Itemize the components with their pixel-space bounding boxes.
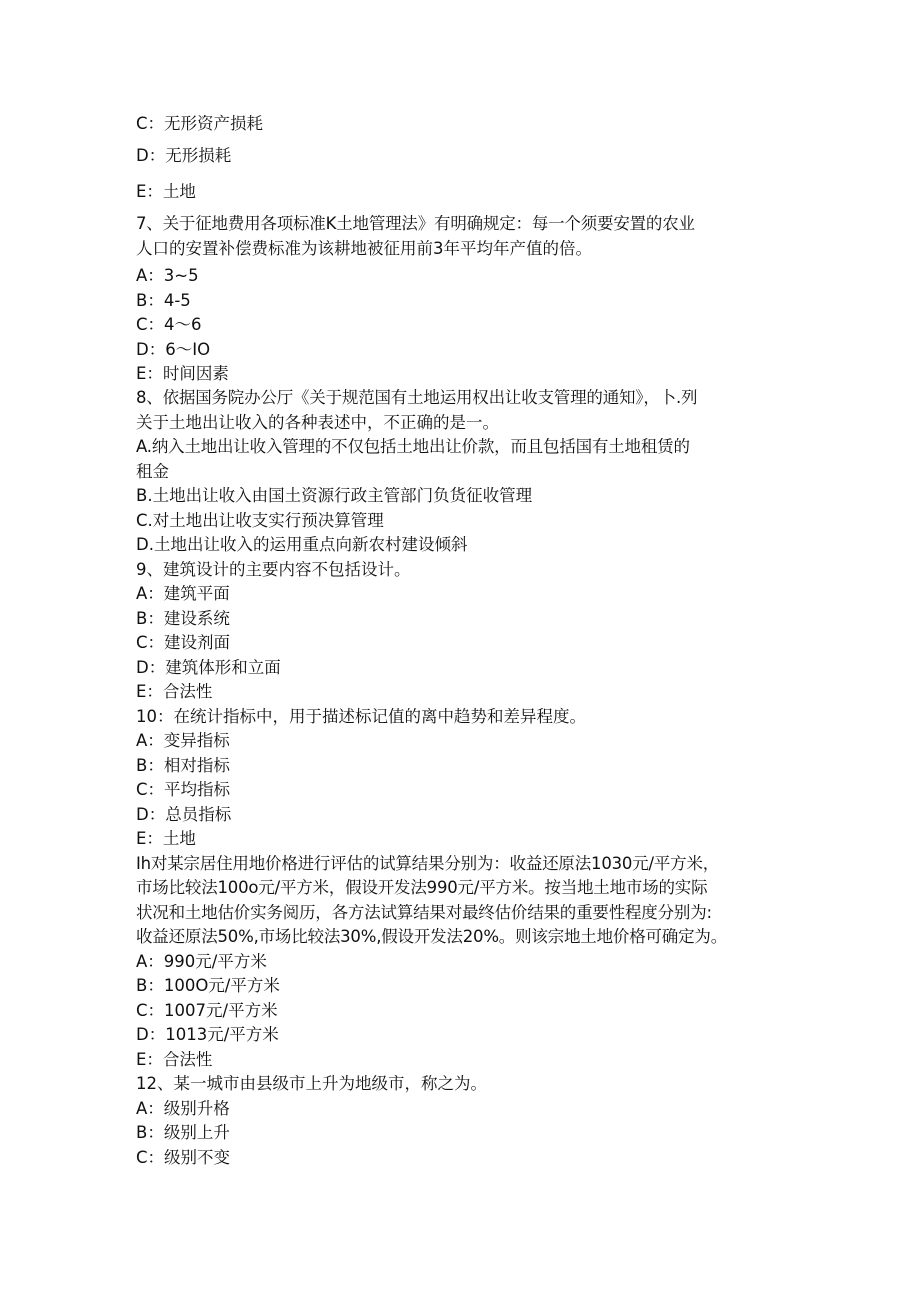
question-8-line-1: 8、依据国务院办公厅《关于规范国有土地运用权出让收支管理的通知》，卜.列	[136, 388, 698, 407]
q11-option-d: D：1013元/平方米	[136, 1025, 279, 1044]
question-7-line-1: 7、关于征地费用各项标准K土地管理法》有明确规定：每一个须要安置的农业	[136, 214, 695, 233]
q10-option-e: E：土地	[136, 829, 196, 848]
q7-option-e: E：时间因素	[136, 364, 229, 383]
q7-option-b: B：4-5	[136, 291, 191, 310]
q8-option-b: B.土地出让收入由国土资源行政主管部门负货征收管理	[136, 486, 533, 505]
q12-option-c: C：级别不变	[136, 1148, 231, 1167]
q9-option-c: C：建设剂面	[136, 633, 231, 652]
q11-option-a: A：990元/平方米	[136, 952, 267, 971]
q12-option-b: B：级别上升	[136, 1123, 230, 1142]
q9-option-b: B：建设系统	[136, 609, 230, 628]
question-8-line-2: 关于土地出让收入的各种表述中，不正确的是一。	[136, 413, 499, 432]
question-12: 12、某一城市由县级市上升为地级市，称之为。	[136, 1074, 487, 1093]
q9-option-a: A：建筑平面	[136, 584, 230, 603]
q10-option-a: A：变异指标	[136, 731, 230, 750]
q7-option-c: C：4～6	[136, 315, 202, 334]
option-d-line: D：无形损耗	[136, 146, 232, 165]
q10-option-b: B：相对指标	[136, 756, 230, 775]
q11-option-c: C：1007元/平方米	[136, 1001, 278, 1020]
q7-option-d: D：6～IO	[136, 340, 211, 359]
option-e-line: E：土地	[136, 182, 196, 201]
question-10: 10：在统计指标中，用于描述标记值的离中趋势和差异程度。	[136, 707, 586, 726]
q8-option-d: D.土地出让收入的运用重点向新农村建设倾斜	[136, 535, 468, 554]
q7-option-a: A：3~5	[136, 266, 199, 285]
q12-option-a: A：级别升格	[136, 1099, 230, 1118]
q10-option-d: D：总员指标	[136, 805, 232, 824]
question-11-line-3: 状况和土地估价实务阅历，各方法试算结果对最终估价结果的重要性程度分别为:	[136, 903, 712, 922]
q11-option-b: B：100O元/平方米	[136, 976, 280, 995]
q8-option-c: C.对土地出让收支实行预决算管理	[136, 511, 384, 530]
option-c-line: C：无形资产损耗	[136, 114, 264, 133]
question-11-line-1: Ih对某宗居住用地价格进行评估的试算结果分别为：收益还原法1030元/平方米，	[136, 854, 720, 873]
q11-option-e: E：合法性	[136, 1050, 213, 1069]
q10-option-c: C：平均指标	[136, 780, 231, 799]
question-11-line-4: 收益还原法50%,市场比较法30%,假设开发法20%。则该宗地土地价格可确定为。	[136, 927, 728, 946]
question-9: 9、建筑设计的主要内容不包括设计。	[136, 560, 411, 579]
q8-option-a-line-2: 租金	[136, 462, 169, 481]
q9-option-d: D：建筑体形和立面	[136, 658, 281, 677]
question-7-line-2: 人口的安置补偿费标准为该耕地被征用前3年平均年产值的倍。	[136, 239, 592, 258]
q8-option-a-line-1: A.纳入土地出让收入管理的不仅包括土地出让价款，而且包括国有土地租赁的	[136, 437, 690, 456]
q9-option-e: E：合法性	[136, 682, 213, 701]
question-11-line-2: 市场比较法100o元/平方米，假设开发法990元/平方米。按当地土地市场的实际	[136, 878, 708, 897]
